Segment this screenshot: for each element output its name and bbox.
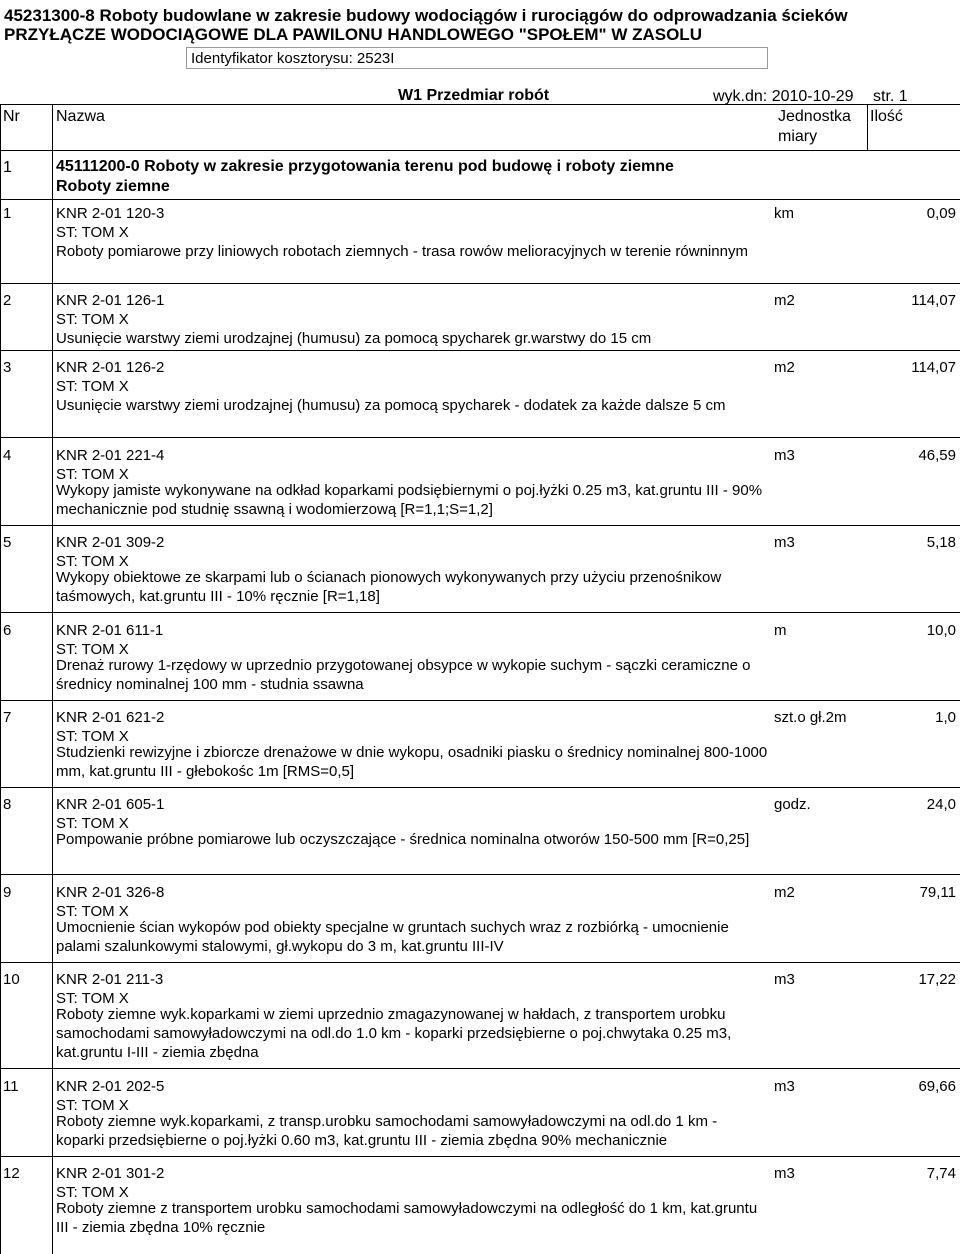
- item-spec: ST: TOM X: [56, 1097, 129, 1114]
- row-divider: [0, 1156, 960, 1157]
- section-heading: 45111200-0 Roboty w zakresie przygotowania terenu pod budowę i roboty ziemne: [56, 158, 674, 175]
- item-nr: 12: [3, 1165, 20, 1182]
- item-unit: m3: [774, 1078, 795, 1095]
- item-spec: ST: TOM X: [56, 224, 129, 241]
- item-code: KNR 2-01 126-2: [56, 359, 165, 376]
- page-number: str. 1: [873, 88, 908, 105]
- item-nr: 7: [3, 709, 12, 726]
- item-spec: ST: TOM X: [56, 815, 129, 832]
- item-code: KNR 2-01 309-2: [56, 534, 165, 551]
- item-spec: ST: TOM X: [56, 311, 129, 328]
- row-divider: [0, 283, 960, 284]
- item-unit: m3: [774, 971, 795, 988]
- item-code: KNR 2-01 221-4: [56, 447, 165, 464]
- document-date: wyk.dn: 2010-10-29: [713, 88, 854, 105]
- estimate-identifier: [186, 47, 768, 69]
- item-quantity: 69,66: [918, 1078, 956, 1095]
- row-divider: [0, 787, 960, 788]
- item-code: KNR 2-01 611-1: [56, 622, 164, 639]
- item-nr: 3: [3, 359, 12, 376]
- item-unit: m: [774, 622, 787, 639]
- column-divider: [867, 104, 868, 150]
- item-nr: 1: [3, 205, 12, 222]
- item-nr: 6: [3, 622, 12, 639]
- item-unit: m2: [774, 884, 795, 901]
- column-header-nr: Nr: [3, 108, 20, 125]
- item-unit: km: [774, 205, 794, 222]
- item-spec: ST: TOM X: [56, 1184, 129, 1201]
- item-unit: m2: [774, 292, 795, 309]
- item-nr: 11: [3, 1078, 19, 1095]
- row-divider: [0, 525, 960, 526]
- item-description: Studzienki rewizyjne i zbiorcze drenażowe w dnie wykopu, osadniki piasku o średnicy nominalnej 800-1000 mm, kat.gruntu III - głebokośc 1m [RMS=0,5]: [56, 744, 768, 780]
- item-description: Roboty ziemne wyk.koparkami w ziemi uprzednio zmagazynowanej w hałdach, z transportem urobku samochodami samowyładowczymi na odl.do 1.0 km - koparki przedsiębierne o poj.chwytaka 0.25 m3, kat.gruntu I-III - ziemia zbędna: [56, 1006, 732, 1061]
- item-quantity: 24,0: [926, 796, 956, 813]
- item-unit: m3: [774, 447, 795, 464]
- item-quantity: 7,74: [926, 1165, 956, 1182]
- row-divider: [0, 874, 960, 875]
- item-spec: ST: TOM X: [56, 990, 129, 1007]
- item-description: Usunięcie warstwy ziemi urodzajnej (humusu) za pomocą spycharek gr.warstwy do 15 cm: [56, 330, 652, 347]
- item-code: KNR 2-01 211-3: [56, 971, 164, 988]
- item-description: Pompowanie próbne pomiarowe lub oczyszczające - średnica nominalna otworów 150-500 mm [R=0,25]: [56, 831, 750, 848]
- item-nr: 9: [3, 884, 12, 901]
- item-description: Umocnienie ścian wykopów pod obiekty specjalne w gruntach suchych wraz z rozbiórką - umocnienie palami szalunkowymi stalowymi, gł.wykopu do 3 m, kat.gruntu III-IV: [56, 919, 729, 955]
- column-header-unit-line1: Jednostka: [778, 108, 851, 125]
- item-code: KNR 2-01 126-1: [56, 292, 165, 309]
- section-title: W1 Przedmiar robót: [398, 87, 550, 104]
- column-header-qty: Ilość: [870, 108, 903, 125]
- item-description: Roboty ziemne z transportem urobku samochodami samowyładowczymi na odległość do 1 km, kat.gruntu III - ziemia zbędna 10% ręcznie: [56, 1200, 758, 1236]
- row-divider: [0, 350, 960, 351]
- row-divider: [0, 1068, 960, 1069]
- item-description: Roboty ziemne wyk.koparkami, z transp.urobku samochodami samowyładowczymi na odl.do 1 km - koparki przedsiębierne o poj.łyżki 0.60 m3, kat.gruntu III - ziemia zbędna 90% mechanicznie: [56, 1113, 718, 1149]
- section-nr: 1: [3, 159, 12, 176]
- item-quantity: 46,59: [918, 447, 956, 464]
- item-code: KNR 2-01 621-2: [56, 709, 165, 726]
- row-divider: [0, 700, 960, 701]
- item-code: KNR 2-01 202-5: [56, 1078, 165, 1095]
- item-quantity: 79,11: [919, 884, 956, 901]
- column-divider: [52, 104, 53, 1254]
- row-divider: [0, 962, 960, 963]
- document-title-line2: PRZYŁĄCZE WODOCIĄGOWE DLA PAWILONU HANDLOWEGO "SPOŁEM" W ZASOLU: [4, 25, 702, 44]
- item-spec: ST: TOM X: [56, 903, 129, 920]
- item-quantity: 5,18: [926, 534, 956, 551]
- item-description: Wykopy obiektowe ze skarpami lub o ścianach pionowych wykonywanych przy użyciu przenośnikow taśmowych, kat.gruntu III - 10% ręcznie [R=1,18]: [56, 569, 722, 605]
- item-spec: ST: TOM X: [56, 553, 129, 570]
- item-nr: 2: [3, 292, 12, 309]
- item-unit: m3: [774, 1165, 795, 1182]
- item-unit: m3: [774, 534, 795, 551]
- item-quantity: 114,07: [911, 292, 956, 309]
- item-quantity: 17,22: [918, 971, 956, 988]
- item-spec: ST: TOM X: [56, 378, 129, 395]
- item-quantity: 114,07: [911, 359, 956, 376]
- item-unit: m2: [774, 359, 795, 376]
- item-description: Usunięcie warstwy ziemi urodzajnej (humusu) za pomocą spycharek - dodatek za każde dalsze 5 cm: [56, 397, 726, 414]
- section-subheading: Roboty ziemne: [56, 178, 170, 195]
- item-description: Drenaż rurowy 1-rzędowy w uprzednio przygotowanej obsypce w wykopie suchym - sączki ceramiczne o średnicy nominalnej 100 mm - studnia ssawna: [56, 657, 751, 693]
- item-quantity: 1,0: [935, 709, 956, 726]
- row-divider: [0, 437, 960, 438]
- item-spec: ST: TOM X: [56, 466, 129, 483]
- estimate-identifier-text: Identyfikator kosztorysu: 2523I: [191, 50, 395, 67]
- item-code: KNR 2-01 605-1: [56, 796, 165, 813]
- section-divider: [0, 199, 960, 200]
- document-title-line1: 45231300-8 Roboty budowlane w zakresie budowy wodociągów i rurociągów do odprowadzania ścieków: [4, 6, 848, 25]
- row-divider: [0, 612, 960, 613]
- item-description: Roboty pomiarowe przy liniowych robotach ziemnych - trasa rowów melioracyjnych w terenie równinnym: [56, 243, 748, 260]
- item-description: Wykopy jamiste wykonywane na odkład koparkami podsiębiernymi o poj.łyżki 0.25 m3, kat.gruntu III - 90% mechanicznie pod studnię ssawną i wodomierzową [R=1,1;S=1,2]: [56, 482, 763, 518]
- item-code: KNR 2-01 326-8: [56, 884, 165, 901]
- column-header-name: Nazwa: [56, 108, 105, 125]
- column-header-unit-line2: miary: [778, 128, 818, 145]
- item-spec: ST: TOM X: [56, 641, 129, 658]
- item-nr: 5: [3, 534, 12, 551]
- item-code: KNR 2-01 301-2: [56, 1165, 165, 1182]
- item-nr: 8: [3, 796, 12, 813]
- item-quantity: 0,09: [926, 205, 956, 222]
- item-unit: szt.o gł.2m: [774, 709, 847, 726]
- item-unit: godz.: [774, 796, 811, 813]
- item-spec: ST: TOM X: [56, 728, 129, 745]
- header-divider: [0, 150, 960, 151]
- item-quantity: 10,0: [926, 622, 956, 639]
- item-nr: 10: [3, 971, 20, 988]
- item-nr: 4: [3, 447, 12, 464]
- item-code: KNR 2-01 120-3: [56, 205, 165, 222]
